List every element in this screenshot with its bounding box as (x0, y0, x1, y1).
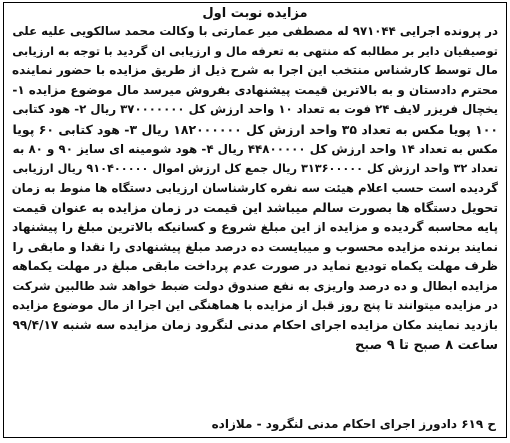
notice-line: پایه محاسبه گردیده و مزایده از این مبلغ شروع و کسانیکه بالاترین مبلغ را پیشنهاد (12, 219, 498, 234)
notice-line: بازدید نمایند مکان مزایده اجرای احکام مدنی لنگرود زمان مزایده سه شنبه ۹۹/۴/۱۷ (12, 317, 498, 332)
notice-line: تعداد ۳۲ واحد ارزش کل ۳۱۳۶۰۰۰۰۰ ریال جمع کل ارزش اموال ۹۱۰۴۰۰۰۰۰ ریال ارزیابی (12, 162, 498, 176)
notice-line: در مزایده میتوانند تا پنج روز قبل از مزایده با هماهنگی این اجرا از مال موضوع مزایده (12, 298, 498, 313)
notice-line: نمایند برنده مزایده محسوب و میبایست ده درصد مبلغ پیشنهادی را نقدا و مابقی را (12, 239, 498, 254)
notice-body (4, 22, 506, 355)
notice-line: گردیده است حسب اعلام هیئت سه نفره کارشناسان ارزیابی دستگاه ها منوط به زمان (12, 180, 498, 195)
auction-notice (3, 2, 507, 438)
notice-line: مال توسط کارشناس منتخب این اجرا به شرح ذیل از طریق مزایده با حضور نماینده (12, 63, 498, 78)
notice-line: مکس به تعداد ۱۴ واحد ارزش کل ۴۴۸۰۰۰۰۰ ریال ۴- هود شومینه ای سایز ۹۰ و ۸۰ به (12, 141, 498, 156)
notice-line: توصیفیان دایر بر مطالبه که منتهی به تعرفه مال و ارزیابی ان گردید با توجه به ارزیابی (12, 43, 498, 58)
notice-line: محترم دادستان و به بالاترین قیمت پیشنهادی بفروش میرسد مال موضوع مزایده ۱- (12, 82, 498, 97)
notice-line: در پرونده اجرایی ۹۷۱۰۴۴ له مصطفی میر عمارتی با وکالت محمد سالکویی علیه علی (12, 24, 498, 38)
notice-line: تحویل دستگاه ها بصورت سالم میباشد این قیمت در زمان مزایده به عنوان قیمت (12, 200, 498, 216)
notice-line: مزایده ابطال و ده درصد واریزی به نفع صندوق دولت ضبط خواهد شد طالبین شرکت (12, 278, 498, 293)
notice-line: یخچال فریزر لایف ۲۴ فوت به تعداد ۱۰ واحد ارزش کل ۳۷۰۰۰۰۰۰۰ ریال ۲- هود کتابی (12, 102, 498, 117)
notice-footer: ح ۶۱۹ دادورز اجرای احکام مدنی لنگرود - ملازاده (211, 417, 496, 431)
notice-line: ۱۰۰ پویا مکس به تعداد ۳۵ واحد ارزش کل ۱۸۲۰۰۰۰۰۰ ریال ۳- هود کتابی ۶۰ پویا (12, 121, 498, 137)
notice-line: ساعت ۸ صبح تا ۹ صبح (354, 337, 498, 353)
notice-title: مزایده نوبت اول (202, 6, 308, 21)
notice-line: ظرف مهلت یکماه تودیع نماید در صورت عدم پرداخت مابقی مبلغ در مهلت یکماهه (12, 259, 498, 274)
